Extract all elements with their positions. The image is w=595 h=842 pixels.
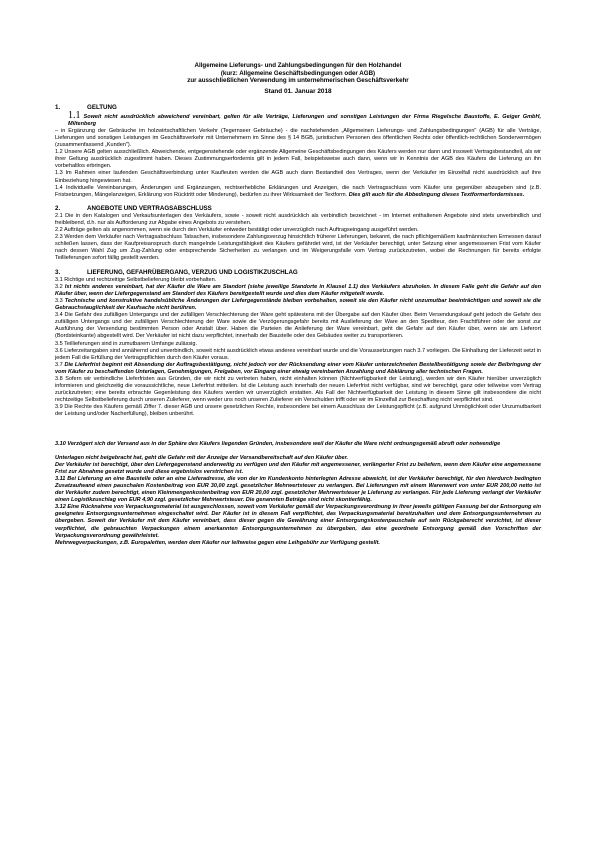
clause-number: 1.1: [68, 109, 81, 121]
clause-1-2: 1.2 Unsere AGB gelten ausschließlich. Abweichende, entgegenstehende oder ergänzende Allgemeine Geschäftsbedingungen des Käufers werden nur dann und insoweit Vertragsbestandteil, als wir ihrer Geltung ausdrücklich zugestimmt haben. Dieses Zustimmungserfordernis gilt in jedem Fall, beispielsweise auch dann, wenn wir in Kenntnis der AGB des Käufers die Lieferung an ihn vorbehaltlos erbringen.: [55, 149, 541, 170]
clause-1-4: [55, 185, 541, 199]
clause-3-4: 3.4 Die Gefahr des zufälligen Untergangs und der zufälligen Verschlechterung der Ware geht spätestens mit der Übergabe auf den Käufer über. Beim Versendungskauf geht jedoch die Gefahr des zufälligen Untergangs und der zufälligen Verschlechterung der Ware sowie die Verzögerungsgefahr bereits mit Auslieferung der Ware an den Spediteur, den Frachtführer oder der sonst zur Ausführung der Versendung bestimmten Person oder Anstalt über. Haben die Parteien die Anlieferung der Ware vereinbart, geht die Gefahr auf den Käufer über, wenn sie am Lieferort (Bordsteinkante) abgestellt wird. Der Verkäufer ist nicht dazu verpflichtet, innerhalb der Baustelle oder des Gebäudes weiter zu transportieren.: [55, 312, 541, 340]
clause-3-2: [55, 284, 541, 298]
clause-3-10: 3.10 Verzögert sich der Versand aus in der Sphäre des Käufers liegenden Gründen, insbesondere weil der Käufer die Ware nicht ordnungsgemäß abruft oder notwendige: [55, 440, 501, 447]
section-title: ANGEBOTE UND VERTRAGSABSCHLUSS: [87, 204, 212, 212]
clause-1-1-continued: – in Ergänzung der Gebräuche im holzwirtschaftlichen Verkehr (Tegernseer Gebräuche) - die nachstehenden „Allgemeinen Lieferungs- und Zahlungsbedingungen" (AGB) für alle Verträge, Lieferungen und sonstigen Leistungen im Geschäftsverkehr mit Unternehmern im Sinne des § 14 BGB, juristischen Personen des öffentlichen Rechts oder öffentlich-rechtlichen Sondervermögen (zusammenfassend „Kunden").: [55, 127, 541, 149]
section-number: 1.: [55, 103, 61, 111]
clause-number: 3.3: [55, 297, 63, 304]
title-line-2: (kurz: Allgemeine Geschäftsbedingungen oder AGB): [220, 69, 376, 77]
clause-3-3: [55, 298, 541, 312]
document-page: [55, 62, 541, 547]
clause-bold-text: Dies gilt auch für die Abbedingung dieses Textformerfordernisses.: [348, 191, 525, 198]
document-title: [55, 62, 541, 85]
clause-2-1: 2.1 Die in den Katalogen und Verkaufsunterlagen des Verkäufers, sowie - soweit nicht ausdrücklich als verbindlich bezeichnet - im Internet enthaltenen Angebote sind stets unverbindlich und freibleibend, d.h. nur als Aufforderung zur Abgabe eines Angebots zu verstehen.: [55, 212, 541, 226]
clause-3-12-continued: Mehrwegverpackungen, z.B. Europaletten, werden dem Käufer nur leihweise gegen eine Leihgebühr zur Verfügung gestellt.: [55, 539, 380, 546]
section-number: 2.: [55, 204, 61, 212]
clause-bold-text: Ist nichts anderes vereinbart, hat der Käufer die Ware am Standort (siehe jeweilige Standorte in Klausel 1.1) des Verkäufers abzuholen. In diesem Falle geht die Gefahr auf den Käufer über, wenn der Liefergegenstand am Standort des Käufers bereitgestellt wurde und dies dem Käufer mitgeteilt wurde.: [55, 283, 541, 297]
clause-3-11: [55, 476, 541, 504]
clause-bold-text: Bei Lieferung an eine Baustelle oder an eine Lieferadresse, die von der im Kundenkonto hinterlegten Adresse abweicht, ist der Verkäufer berechtigt, für den hierdurch bedingten Zusatzaufwand einen pauschalen Kostenbeitrag von EUR 30,00 zzgl. gesetzlicher Mehrwertsteuer zu verlangen. Bei Lieferungen mit einem Warenwert von unter EUR 200,00 netto ist der Verkäufer zudem berechtigt, einen Kleinmengenkostenbeitrag von EUR 20,00 zzgl. gesetzlicher Mehrwertsteuer je Lieferung zu verlangen. Für jede Lieferung verlangt der Verkäufer einen Logistikzuschlag von EUR 4,90 zzgl. gesetzlicher Mehrwertsteuer. Die genannten Beträge sind nicht skontierfähig.: [55, 475, 541, 504]
clause-1-1: [55, 109, 541, 128]
clause-bold-text: Soweit nicht ausdrücklich abweichend vereinbart, gelten für alle Verträge, Lieferungen und sonstigen Leistungen der Firma Riegelsche Baustoffe, E. Geiger GmbH, Miltenberg: [68, 113, 541, 127]
section-3-heading: [55, 269, 541, 276]
spacer: [55, 448, 541, 455]
clause-3-9: 3.9 Die Rechte des Käufers gemäß Ziffer 7. dieser AGB und unsere gesetzlichen Rechte, insbesondere bei einem Ausschluss der Leistungspflicht (z.B. aufgrund Unmöglichkeit oder Unzumutbarkeit der Leistung und/oder Nacherfüllung), bleiben unberührt.: [55, 404, 541, 418]
clause-number: 3.7: [55, 361, 63, 368]
clause-3-12: [55, 504, 541, 539]
clause-3-6: 3.6 Lieferzeitangaben sind annähernd und unverbindlich, soweit nicht ausdrücklich etwas anderes vereinbart wurde und die Voraussetzungen nach 3.7 vorliegen. Die Einhaltung der Lieferzeit setzt in jedem Fall die Erfüllung der Vertragspflichten durch den Käufer voraus.: [55, 347, 541, 361]
clause-3-5: 3.5 Teillieferungen sind in zumutbarem Umfange zulässig.: [55, 340, 198, 347]
clause-bold-text: Die Lieferfrist beginnt mit Absendung der Auftragsbestätigung, nicht jedoch vor der Rücksendung einer vom Käufer unterzeichneten Bestellbestätigung sowie der Beibringung der vom Käufer zu beschaffenden Unterlagen, Genehmigungen, Freigaben, vor Eingang einer etwaig vereinbarten Anzahlung und Abklärung aller technischen Fragen.: [55, 361, 541, 375]
clause-2-3: 2.3 Werden dem Verkäufer nach Vertragsabschluss Tatsachen, insbesondere Zahlungsverzug hinsichtlich früherer Lieferungen, bekannt, die nach pflichtgemäßem kaufmännischen Ermessen darauf schließen lassen, dass der Kaufpreisanspruch durch mangelnde Leistungsfähigkeit des Käufers gefährdet wird, ist der Verkäufer berechtigt, unter Setzung einer angemessenen Frist vom Käufer nach dessen Wahl Zug um Zug-Zahlung oder entsprechende Sicherheiten zu verlangen und im Weigerungsfalle vom Vertrag zurückzutreten, wobei die Rechnungen für bereits erfolgte Teillieferungen sofort fällig gestellt werden.: [55, 234, 541, 262]
clause-3-10-right: Der Verkäufer ist berechtigt, über den Liefergegenstand anderweitig zu verfügen und den Käufer mit angemessener, verlängerter Frist zu beliefern, wenn dem Käufer eine angemessene Frist zur Abnahme gesetzt wurde und diese ergebnislos verstrichen ist.: [55, 461, 541, 475]
clause-number: 3.12: [55, 504, 66, 511]
clause-3-1: 3.1 Richtige und rechtzeitige Selbstbelieferung bleibt vorbehalten.: [55, 276, 217, 283]
section-number: 3.: [55, 268, 61, 276]
clause-2-2: 2.2 Aufträge gelten als angenommen, wenn sie durch den Verkäufer entweder bestätigt oder unverzüglich nach Auftragseingang ausgeführt werden.: [55, 227, 419, 234]
clause-number: 3.2: [55, 283, 63, 290]
section-1-heading: [55, 104, 541, 111]
clause-bold-text: Eine Rücknahme von Verpackungsmaterial ist ausgeschlossen, soweit vom Verkäufer gemäß der Verpackungsverordnung in ihrer jeweils gültigen Fassung bei der Entsorgung ein geeignetes Entsorgungsunternehmen eingeschaltet wird. Der Käufer ist in diesem Fall verpflichtet, das Verpackungsmaterial bereitzuhalten und dem Entsorgungsunternehmen zu übergeben. Soweit der Verkäufer mit dem Käufer vereinbart, dass dieser gegen die Gewährung einer Entsorgungskostenpauschale auf sein Rückgaberecht verzichtet, ist dieser verpflichtet, die gebrauchten Verpackungen einem anerkannten Entsorgungsunternehmen zu übergeben, das eine geordnete Entsorgung gemäß den Vorschriften der Verpackungsverordnung gewährleistet.: [55, 504, 542, 539]
title-line-3: zur ausschließlichen Verwendung im unternehmerischen Geschäftsverkehr: [187, 77, 409, 84]
clause-text: 1.4 Individuelle Vereinbarungen, Änderungen und Ergänzungen, rechtserhebliche Erklärungen und Anzeigen, die nach Vertragsschluss vom Käufer uns gegenüber abzugeben sind (z.B. Fristsetzungen, Mängelanzeigen, Erklärung von Rücktritt oder Minderung), bedürfen zu ihrer Wirksamkeit der Textform.: [55, 184, 541, 198]
section-2-heading: [55, 205, 541, 212]
section-title: LIEFERUNG, GEFAHRÜBERGANG, VERZUG UND LOGISTIKZUSCHLAG: [87, 268, 298, 276]
title-line-1: Allgemeine Lieferungs- und Zahlungsbedingungen für den Holzhandel: [194, 62, 402, 69]
document-date: Stand 01. Januar 2018: [264, 87, 332, 95]
clause-number: 3.11: [55, 475, 66, 482]
clause-3-8: 3.8 Sofern wir verbindliche Lieferfristen aus Gründen, die wir nicht zu vertreten haben, nicht einhalten können (Nichtverfügbarkeit der Leistung), werden wir den Käufer hierüber unverzüglich informieren und gleichzeitig die voraussichtliche, neue Lieferfrist mitteilen. Ist die Leistung auch innerhalb der neuen Lieferfrist nicht verfügbar, sind wir berechtigt, ganz oder teilweise vom Vertrag zurückzutreten; eine bereits erbrachte Gegenleistung des Käufers werden wir unverzüglich erstatten. Als Fall der Nichtverfügbarkeit der Leistung in diesem Sinne gilt insbesondere die nicht rechtzeitige Selbstbelieferung durch unseren Zulieferer, wenn weder uns noch unseren Zulieferer ein Verschulden trifft oder wir im Einzelfall zur Beschaffung nicht verpflichtet sind.: [55, 375, 541, 404]
clause-1-3: 1.3 Im Rahmen einer laufenden Geschäftsverbindung unter Kaufleuten werden die AGB auch dann Bestandteil des Vertrages, wenn der Verkäufer im Einzelfall nicht ausdrücklich auf ihre Einbeziehung hingewiesen hat.: [55, 170, 541, 184]
spacer: [55, 419, 541, 441]
clause-bold-text: Technische und konstruktive handelsübliche Änderungen der Liefergegenstände bleiben vorbehalten, soweit sie den Käufer nicht unzumutbar beeinträchtigen und soweit sie die Gebrauchstauglichkeit der Kaufsache nicht berühren.: [55, 297, 541, 312]
section-title: GELTUNG: [87, 103, 117, 111]
clause-3-10-continued: Unterlagen nicht beigebracht hat, geht die Gefahr mit der Anzeige der Versandbereitschaft auf den Käufer über.: [55, 454, 349, 461]
clause-3-7: [55, 362, 541, 376]
